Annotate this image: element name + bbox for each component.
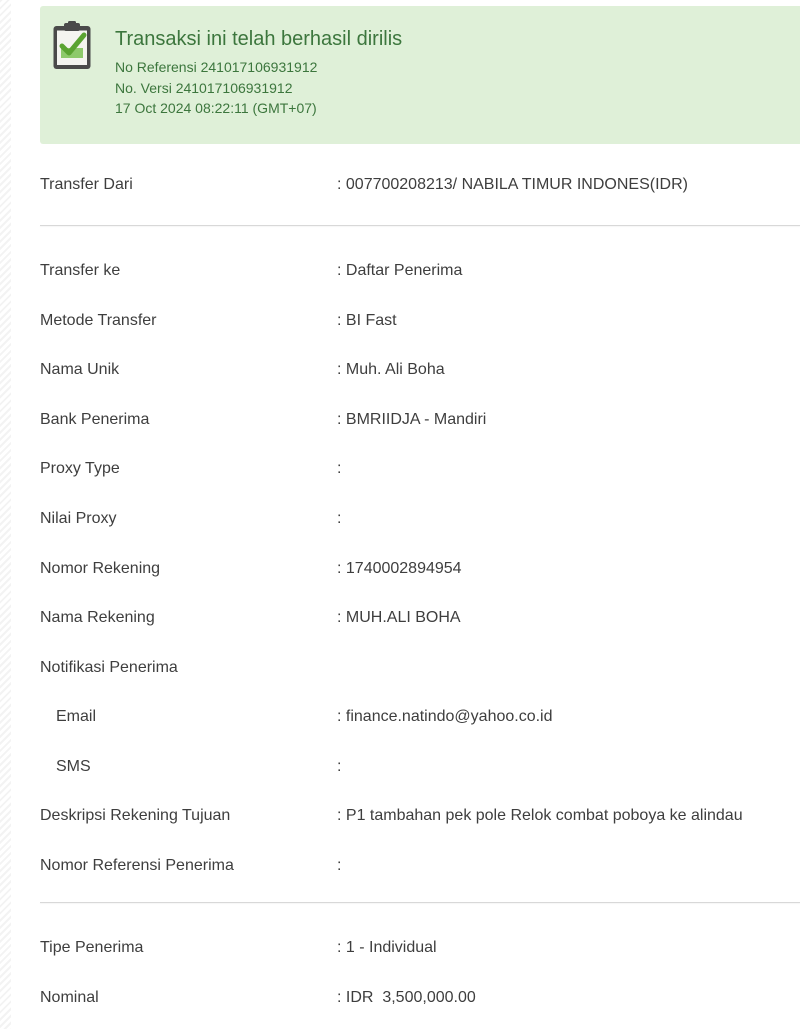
banner-title: Transaksi ini telah berhasil dirilis	[115, 28, 403, 50]
row-label: Nomor Referensi Penerima	[40, 857, 234, 874]
row-label: SMS	[56, 758, 91, 775]
row-label: Proxy Type	[40, 460, 120, 477]
row-value: : 007700208213/ NABILA TIMUR INDONES(IDR)	[337, 176, 688, 193]
row-label: Notifikasi Penerima	[40, 659, 178, 676]
row-value: : 1740002894954	[337, 560, 462, 577]
row-value: : MUH.ALI BOHA	[337, 609, 461, 626]
row-label: Nomor Rekening	[40, 560, 161, 577]
success-banner	[40, 6, 800, 144]
row-value: : IDR 3,500,000.00	[337, 989, 476, 1006]
row-value: : finance.natindo@yahoo.co.id	[337, 708, 553, 725]
reference-number: No Referensi 241017106931912	[115, 59, 318, 75]
row-value: : BI Fast	[337, 312, 397, 329]
row-label: Metode Transfer	[40, 312, 157, 329]
row-value: : Muh. Ali Boha	[337, 361, 445, 378]
row-value: : P1 tambahan pek pole Relok combat poboya ke alindau	[337, 807, 743, 824]
row-value: : BMRIIDJA - Mandiri	[337, 411, 487, 428]
row-label: Transfer Dari	[40, 176, 133, 193]
section-divider	[40, 902, 800, 903]
row-value: : 1 - Individual	[337, 939, 437, 956]
row-value: :	[337, 460, 342, 477]
row-label: Bank Penerima	[40, 411, 150, 428]
row-value: :	[337, 758, 342, 775]
section-divider	[40, 225, 800, 226]
row-label: Tipe Penerima	[40, 939, 144, 956]
left-edge-pattern	[0, 0, 11, 1029]
row-value: :	[337, 510, 342, 527]
row-label: Transfer ke	[40, 262, 121, 279]
row-label: Nominal	[40, 989, 99, 1006]
row-value: :	[337, 857, 342, 874]
clipboard-check-icon	[52, 21, 92, 71]
row-value: : Daftar Penerima	[337, 262, 463, 279]
row-label: Nama Unik	[40, 361, 120, 378]
version-number: No. Versi 241017106931912	[115, 80, 293, 96]
row-label: Nama Rekening	[40, 609, 155, 626]
row-label: Nilai Proxy	[40, 510, 117, 527]
row-label: Email	[56, 708, 97, 725]
transaction-timestamp: 17 Oct 2024 08:22:11 (GMT+07)	[115, 100, 317, 116]
row-label: Deskripsi Rekening Tujuan	[40, 807, 231, 824]
